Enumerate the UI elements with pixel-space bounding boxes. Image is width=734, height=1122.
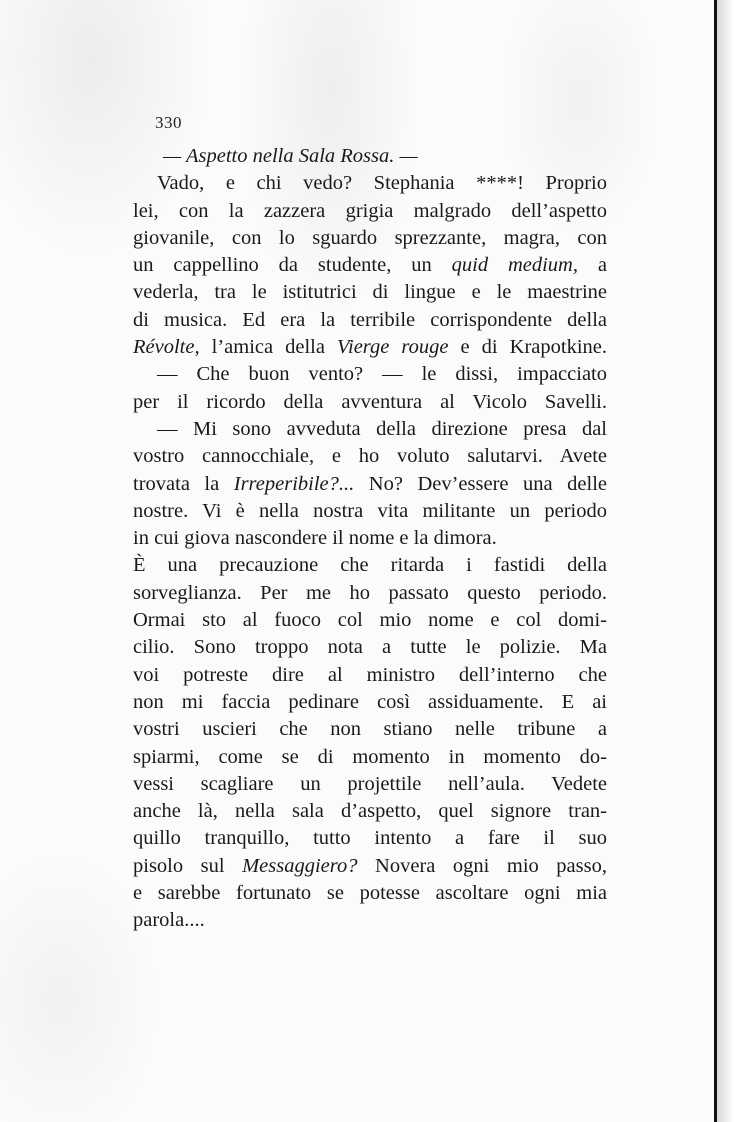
text-line: È una precauzione che ritarda i fastidi della	[133, 554, 607, 577]
text-line: lei, con la zazzera grigia malgrado dell’aspetto	[133, 199, 607, 222]
text-line	[133, 471, 607, 498]
text-span: e di Krapotkine.	[448, 336, 607, 359]
text-line: di musica. Ed era la terribile corrispondente della	[133, 308, 607, 331]
italic-title: Irreperibile?...	[233, 472, 355, 495]
page-edge-shadow	[717, 0, 734, 1122]
body-text	[133, 143, 607, 935]
text-line: anche là, nella sala d’aspetto, quel signore tran-	[133, 800, 607, 823]
text-line: e sarebbe fortunato se potesse ascoltare ogni mia	[133, 882, 607, 905]
text-line: in cui giova nascondere il nome e la dimora.	[133, 527, 497, 550]
text-span: No? Dev’essere una delle	[354, 472, 607, 495]
text-line: non mi faccia pedinare così assiduamente. E ai	[133, 690, 607, 713]
text-line: Ormai sto al fuoco col mio nome e col domi-	[133, 609, 607, 632]
text-line: cilio. Sono troppo nota a tutte le polizie. Ma	[133, 636, 607, 659]
text-line	[133, 853, 607, 880]
text-line: — Mi sono avveduta della direzione presa dal	[157, 417, 607, 440]
text-line: per il ricordo della avventura al Vicolo Savelli.	[133, 390, 607, 413]
italic-title: Vierge rouge	[337, 336, 449, 359]
text-span: Novera ogni mio passo,	[357, 854, 607, 877]
text-line	[133, 252, 607, 279]
text-span: trovata la	[133, 472, 234, 495]
text-line: parola....	[133, 909, 205, 932]
text-span: un cappellino da studente, un	[133, 254, 452, 277]
text-line: giovanile, con lo sguardo sprezzante, magra, con	[133, 226, 607, 249]
italic-title: Messaggiero?	[242, 854, 358, 877]
text-span: l’amica della	[199, 336, 338, 359]
text-line	[133, 334, 607, 361]
italic-title: Révolte,	[133, 336, 200, 359]
text-line: vostri uscieri che non stiano nelle tribune a	[133, 718, 607, 741]
text-line: spiarmi, come se di momento in momento do-	[133, 745, 607, 768]
text-line: nostre. Vi è nella nostra vita militante un periodo	[133, 499, 607, 522]
text-span: a	[578, 254, 607, 277]
page-number: 330	[155, 113, 182, 132]
text-line: sorveglianza. Per me ho passato questo periodo.	[133, 581, 607, 604]
text-line: vostro cannocchiale, e ho voluto salutarvi. Avete	[133, 445, 607, 468]
section-heading: — Aspetto nella Sala Rossa. —	[163, 145, 418, 167]
text-line: Vado, e chi vedo? Stephania ****! Proprio	[157, 172, 607, 195]
italic-phrase: quid medium,	[451, 254, 578, 277]
text-line: vessi scagliare un projettile nell’aula. Vedete	[133, 772, 607, 795]
text-line: vederla, tra le istitutrici di lingue e le maestrine	[133, 281, 607, 304]
text-line: quillo tranquillo, tutto intento a fare il suo	[133, 827, 607, 850]
text-line: — Che buon vento? — le dissi, impacciato	[157, 363, 607, 386]
text-span: pisolo sul	[133, 854, 243, 877]
text-line: voi potreste dire al ministro dell’interno che	[133, 663, 607, 686]
